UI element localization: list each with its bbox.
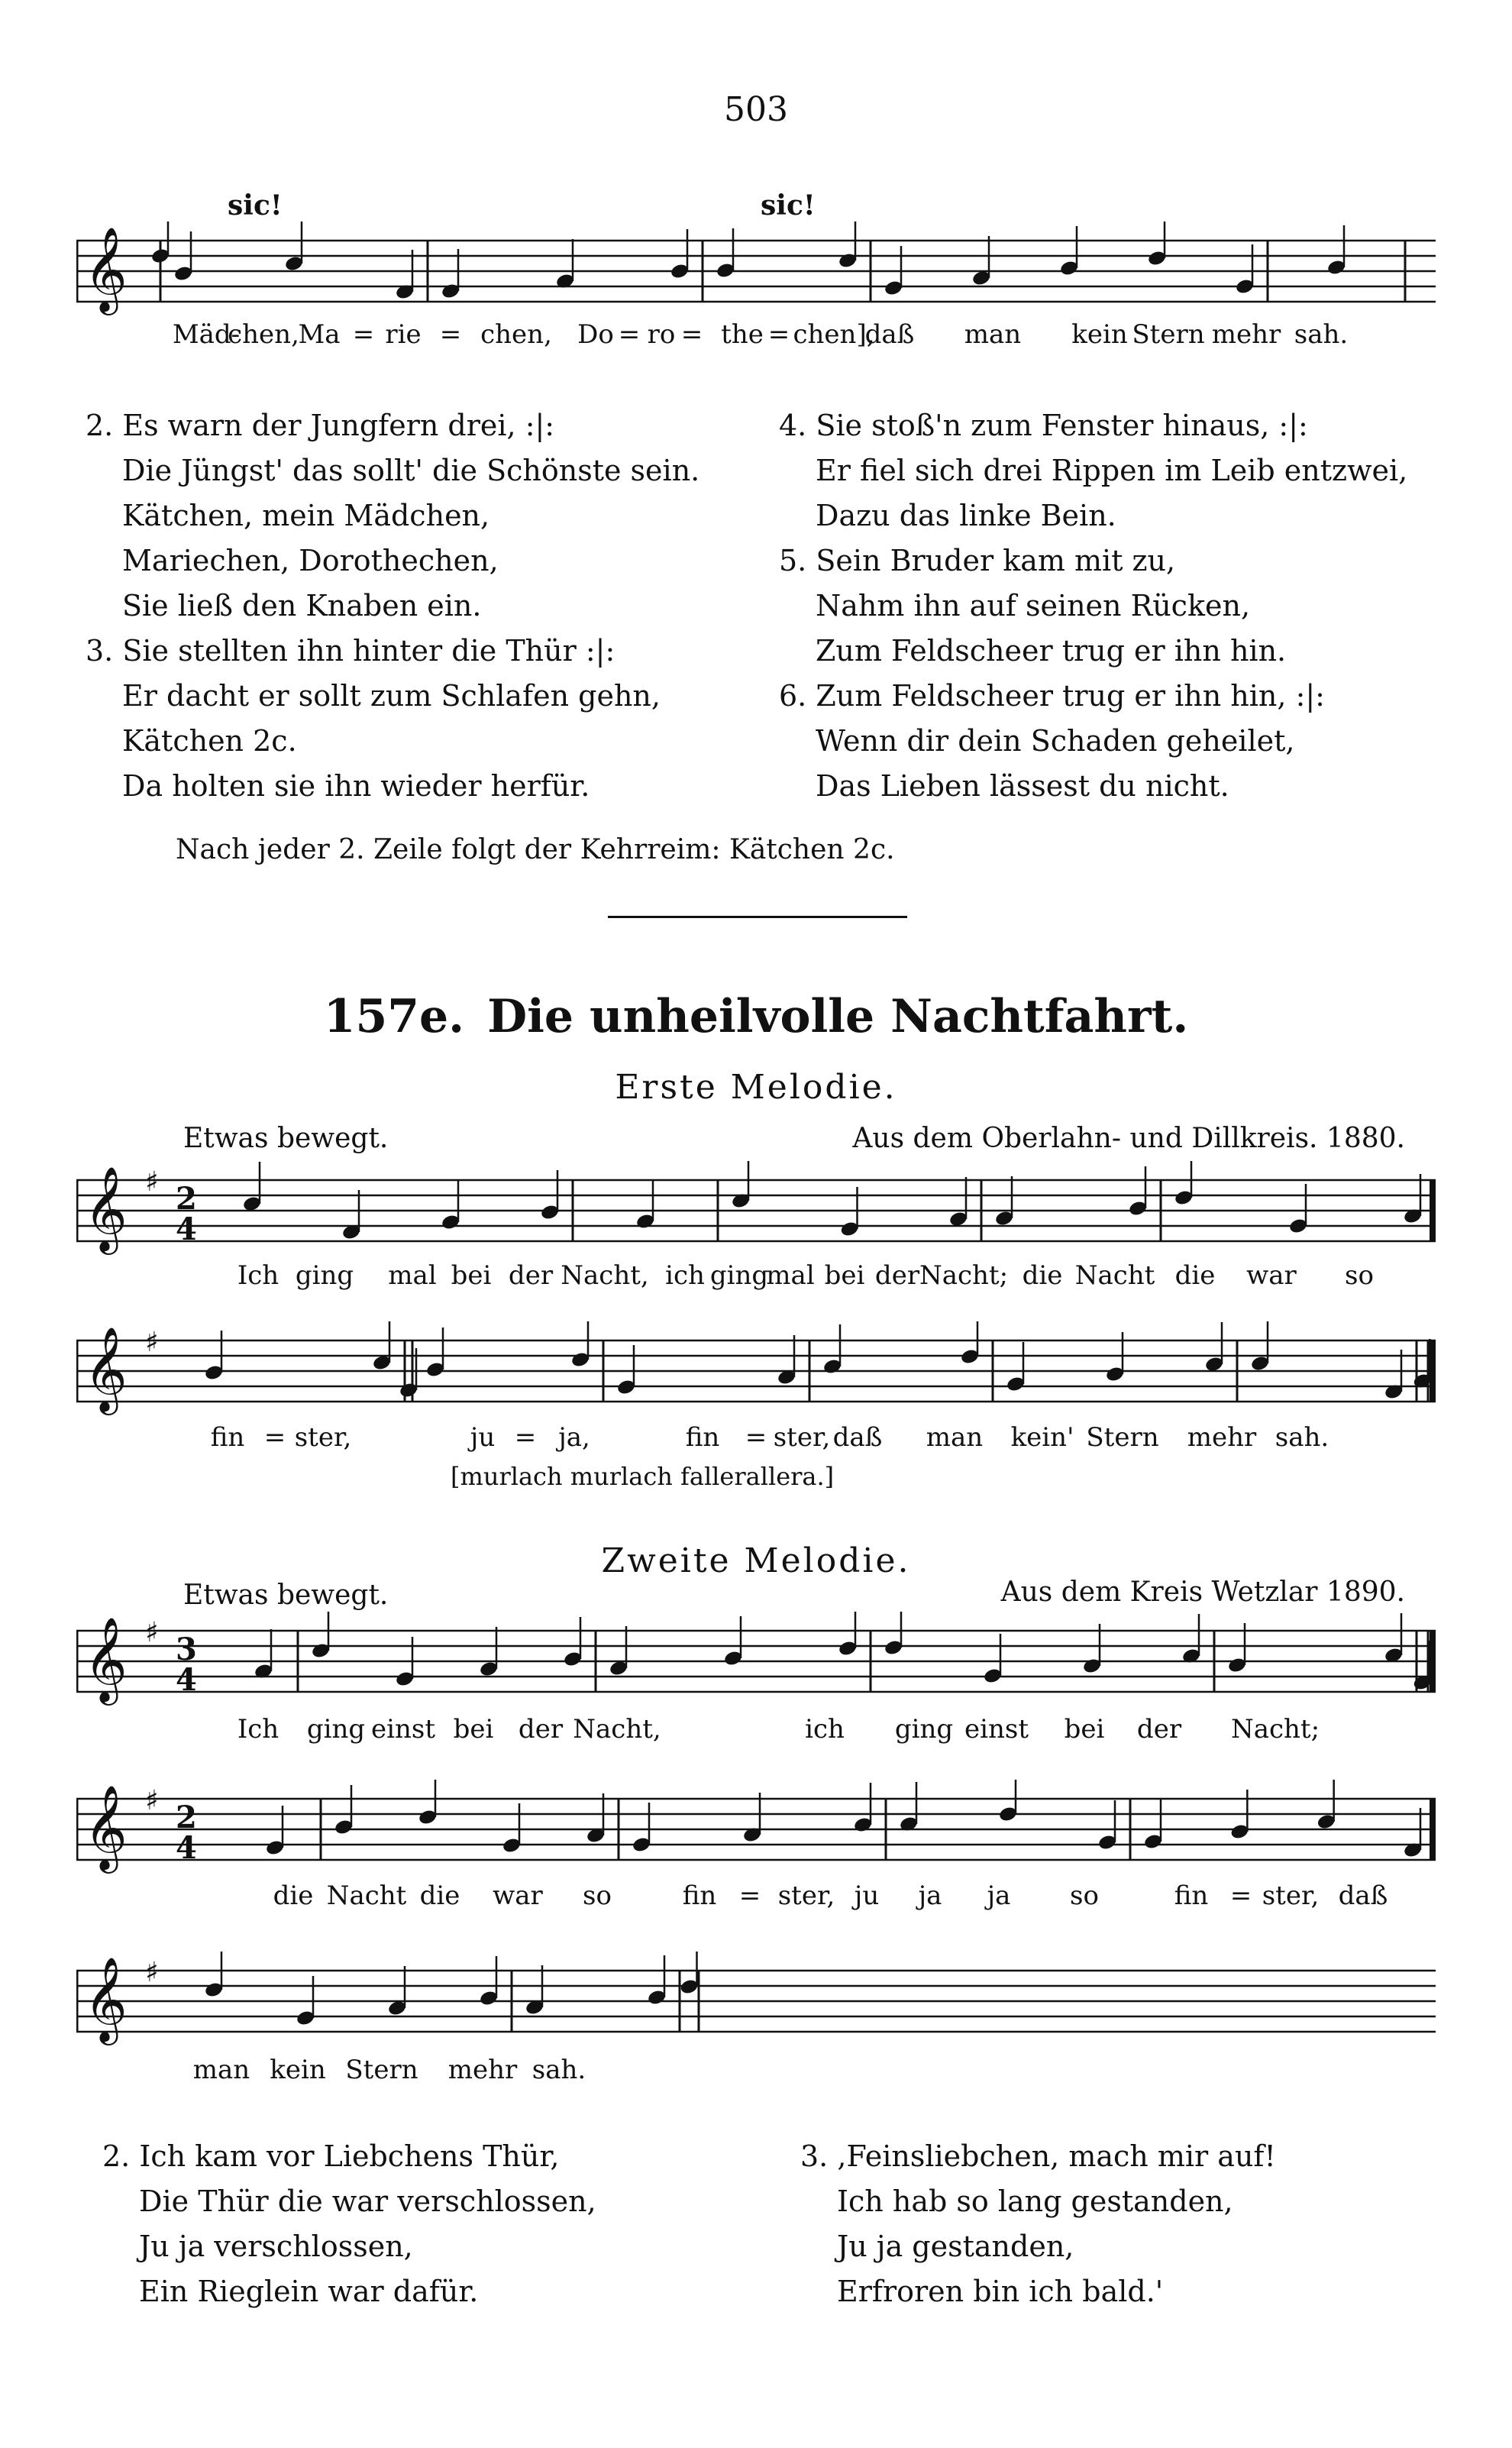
melody-2-origin: Aus dem Kreis Wetzlar 1890. xyxy=(1000,1576,1405,1608)
lyric-syllable: ja, xyxy=(558,1422,590,1453)
lyrics-alternate-bracket: [murlach murlach fallerallera.] xyxy=(451,1462,835,1491)
lyric-syllable: Ma xyxy=(298,319,341,350)
lyric-syllable: ja xyxy=(918,1880,942,1911)
treble-clef: 𝄞 xyxy=(84,1326,128,1412)
sic-mark-right: sic! xyxy=(761,189,816,222)
music-staff-m2-line1 xyxy=(76,1612,1436,1711)
key-sharp: ♯ xyxy=(145,1617,159,1648)
lyric-syllable: Stern xyxy=(345,2055,418,2085)
treble-clef: 𝄞 xyxy=(84,1784,128,1870)
lyric-syllable: war xyxy=(1246,1260,1297,1291)
lyric-syllable: man xyxy=(964,319,1022,350)
lyric-syllable: sah. xyxy=(1294,319,1349,350)
lyric-syllable: bei xyxy=(824,1260,865,1291)
verses-right-column xyxy=(779,403,1407,809)
verse-3-line-2: Er dacht er sollt zum Schlafen gehn, xyxy=(122,679,661,713)
time-signature-bottom: 4 xyxy=(176,1662,197,1698)
lyric-syllable: bei xyxy=(1064,1714,1105,1745)
lyric-syllable: mehr xyxy=(1211,319,1281,350)
refrain-note: Nach jeder 2. Zeile folgt der Kehrreim: Kätchen 2c. xyxy=(176,834,895,865)
melody-2-tempo: Etwas bewegt. xyxy=(183,1580,389,1611)
key-sharp: ♯ xyxy=(145,1166,159,1198)
verse-2b-column xyxy=(102,2134,596,2314)
lyric-syllable: fin xyxy=(210,1422,245,1453)
verse-5-line-2: Nahm ihn auf seinen Rücken, xyxy=(816,589,1251,623)
lyric-syllable: = xyxy=(767,319,790,350)
verse-3b-line-4: Erfroren bin ich bald.' xyxy=(837,2275,1164,2308)
music-staff-top xyxy=(76,222,1436,321)
lyric-syllable: = xyxy=(618,319,641,350)
lyric-syllable: Ich xyxy=(237,1714,279,1745)
time-signature-top: 2 xyxy=(176,1181,197,1217)
music-staff-m1-line1 xyxy=(76,1161,1436,1260)
lyrics-m2-line3 xyxy=(0,2055,1512,2091)
melody-2-heading: Zweite Melodie. xyxy=(601,1541,911,1580)
lyric-syllable: kein xyxy=(1071,319,1128,350)
lyric-syllable: ster, xyxy=(773,1422,831,1453)
verse-2-line-3: Kätchen, mein Mädchen, xyxy=(122,499,490,532)
lyric-syllable: Nacht xyxy=(326,1880,407,1911)
staff-svg xyxy=(76,1161,1436,1260)
lyric-syllable: bei xyxy=(451,1260,492,1291)
lyric-syllable: so xyxy=(583,1880,612,1911)
melody-1-tempo: Etwas bewegt. xyxy=(183,1123,389,1154)
page-number: 503 xyxy=(724,90,788,129)
lyric-syllable: die xyxy=(419,1880,460,1911)
verse-6-line-2: Wenn dir dein Schaden geheilet, xyxy=(816,724,1295,758)
lyric-syllable: Nacht; xyxy=(1230,1714,1320,1745)
sic-mark-left: sic! xyxy=(228,189,283,222)
song-number: 157e. xyxy=(323,990,465,1043)
treble-clef: 𝄞 xyxy=(84,1956,128,2042)
lyric-syllable: Mäd- xyxy=(172,319,241,350)
music-staff-m1-line2 xyxy=(76,1321,1436,1421)
verse-2-line-4: Mariechen, Dorothechen, xyxy=(122,544,499,577)
lyric-syllable: sah. xyxy=(1275,1422,1329,1453)
music-staff-m2-line2 xyxy=(76,1780,1436,1879)
song-title-text: Die unheilvolle Nachtfahrt. xyxy=(487,990,1189,1043)
lyric-syllable: ster, xyxy=(294,1422,352,1453)
lyric-syllable: fin xyxy=(685,1422,720,1453)
lyric-syllable: ster, xyxy=(1262,1880,1320,1911)
lyric-syllable: Stern xyxy=(1132,319,1205,350)
verse-2-line-1: 2. Es warn der Jungfern drei, :|: xyxy=(86,409,555,442)
lyric-syllable: mal xyxy=(766,1260,815,1291)
lyric-syllable: ging xyxy=(894,1714,954,1745)
lyric-syllable: the xyxy=(721,319,764,350)
song-title xyxy=(0,990,1512,1043)
time-signature-bottom: 4 xyxy=(176,1830,197,1866)
lyric-syllable: bei xyxy=(453,1714,494,1745)
lyric-syllable: war xyxy=(493,1880,543,1911)
verse-5-line-1: 5. Sein Bruder kam mit zu, xyxy=(779,544,1176,577)
staff-svg xyxy=(76,1612,1436,1711)
lyrics-m2-line2 xyxy=(0,1880,1512,1917)
lyric-syllable: = xyxy=(1229,1880,1252,1911)
lyric-syllable: mal xyxy=(388,1260,437,1291)
treble-clef: 𝄞 xyxy=(84,226,128,312)
lyric-syllable: = xyxy=(263,1422,286,1453)
lyric-syllable: ich xyxy=(805,1714,845,1745)
lyric-syllable: der xyxy=(508,1260,554,1291)
verse-4-line-1: 4. Sie stoß'n zum Fenster hinaus, :|: xyxy=(779,409,1308,442)
lyric-syllable: man xyxy=(192,2055,250,2085)
staff-svg xyxy=(76,1780,1436,1879)
lyric-syllable: so xyxy=(1070,1880,1099,1911)
lyrics-m2-line1 xyxy=(0,1714,1512,1751)
section-divider xyxy=(608,916,907,918)
lyric-syllable: die xyxy=(1022,1260,1063,1291)
verse-3b-line-3: Ju ja gestanden, xyxy=(837,2230,1074,2263)
lyric-syllable: sah. xyxy=(531,2055,586,2085)
verses-left-column xyxy=(86,403,699,809)
lyric-syllable: ju xyxy=(470,1422,496,1453)
lyric-syllable: so xyxy=(1345,1260,1374,1291)
lyric-syllable: = xyxy=(352,319,375,350)
lyrics-m1-line2 xyxy=(0,1422,1512,1459)
lyric-syllable: = xyxy=(745,1422,767,1453)
key-sharp: ♯ xyxy=(145,1785,159,1816)
lyric-syllable: einst xyxy=(370,1714,436,1745)
lyric-syllable: ju xyxy=(854,1880,880,1911)
key-sharp: ♯ xyxy=(145,1327,159,1358)
lyrics-top xyxy=(0,319,1512,356)
lyric-syllable: Nacht, xyxy=(573,1714,661,1745)
lyric-syllable: Nacht; xyxy=(919,1260,1009,1291)
lyric-syllable: = xyxy=(439,319,462,350)
key-sharp: ♯ xyxy=(145,1957,159,1988)
lyric-syllable: kein xyxy=(270,2055,326,2085)
lyric-syllable: Nacht, xyxy=(561,1260,649,1291)
lyric-syllable: Do xyxy=(577,319,614,350)
staff-svg xyxy=(76,1321,1436,1421)
lyric-syllable: Stern xyxy=(1086,1422,1159,1453)
verse-2b-line-3: Ju ja verschlossen, xyxy=(139,2230,413,2263)
lyric-syllable: rie xyxy=(385,319,422,350)
lyric-syllable: Nacht xyxy=(1074,1260,1155,1291)
lyrics-m1-line1 xyxy=(0,1260,1512,1297)
time-signature-top: 3 xyxy=(176,1631,197,1667)
verse-3b-column xyxy=(800,2134,1276,2314)
lyric-syllable: ich xyxy=(665,1260,705,1291)
verse-6-line-3: Das Lieben lässest du nicht. xyxy=(816,769,1229,803)
lyric-syllable: = xyxy=(738,1880,761,1911)
verse-2b-line-4: Ein Rieglein war dafür. xyxy=(139,2275,479,2308)
lyric-syllable: chen, xyxy=(480,319,552,350)
lyric-syllable: ging xyxy=(295,1260,354,1291)
lyric-syllable: = xyxy=(514,1422,537,1453)
lyric-syllable: mehr xyxy=(447,2055,518,2085)
lyric-syllable: die xyxy=(1174,1260,1216,1291)
lyric-syllable: der xyxy=(874,1260,920,1291)
lyric-syllable: ging xyxy=(709,1260,769,1291)
lyric-syllable: kein' xyxy=(1010,1422,1074,1453)
lyric-syllable: ro xyxy=(647,319,676,350)
lyric-syllable: der xyxy=(1136,1714,1182,1745)
verse-2b-line-2: Die Thür die war verschlossen, xyxy=(139,2184,596,2218)
lyric-syllable: fin xyxy=(682,1880,717,1911)
staff-svg xyxy=(76,1952,1436,2051)
lyric-syllable: Ich xyxy=(237,1260,279,1291)
lyric-syllable: daß xyxy=(832,1422,883,1453)
lyric-syllable: = xyxy=(680,319,703,350)
lyric-syllable: man xyxy=(926,1422,984,1453)
verse-6-line-1: 6. Zum Feldscheer trug er ihn hin, :|: xyxy=(779,679,1325,713)
lyric-syllable: die xyxy=(273,1880,314,1911)
lyric-syllable: fin xyxy=(1174,1880,1209,1911)
time-signature-top: 2 xyxy=(176,1800,197,1835)
lyric-syllable: einst xyxy=(964,1714,1029,1745)
treble-clef: 𝄞 xyxy=(84,1616,128,1702)
lyric-syllable: chen], xyxy=(793,319,875,350)
lyric-syllable: daß xyxy=(1338,1880,1388,1911)
verse-4-line-2: Er fiel sich drei Rippen im Leib entzwei, xyxy=(816,454,1408,487)
verse-3b-line-2: Ich hab so lang gestanden, xyxy=(837,2184,1233,2218)
lyric-syllable: mehr xyxy=(1187,1422,1257,1453)
verse-4-line-3: Dazu das linke Bein. xyxy=(816,499,1116,532)
music-staff-m2-line3 xyxy=(76,1952,1436,2051)
lyric-syllable: chen, xyxy=(228,319,299,350)
verse-3-line-3: Kätchen 2c. xyxy=(122,724,297,758)
time-signature-bottom: 4 xyxy=(176,1211,197,1247)
verse-3-line-1: 3. Sie stellten ihn hinter die Thür :|: xyxy=(86,634,615,668)
lyric-syllable: daß xyxy=(864,319,915,350)
verse-3b-line-1: 3. ,Feinsliebchen, mach mir auf! xyxy=(800,2139,1276,2173)
treble-clef: 𝄞 xyxy=(84,1166,128,1251)
lyric-syllable: ging xyxy=(306,1714,366,1745)
verse-2-line-2: Die Jüngst' das sollt' die Schönste sein. xyxy=(122,454,700,487)
staff-svg xyxy=(76,222,1436,321)
verse-5-line-3: Zum Feldscheer trug er ihn hin. xyxy=(816,634,1287,668)
verse-2b-line-1: 2. Ich kam vor Liebchens Thür, xyxy=(102,2139,560,2173)
lyric-syllable: ster, xyxy=(777,1880,835,1911)
verse-2-line-5: Sie ließ den Knaben ein. xyxy=(122,589,482,623)
lyric-syllable: der xyxy=(518,1714,564,1745)
melody-1-heading: Erste Melodie. xyxy=(615,1068,897,1107)
verse-3-line-4: Da holten sie ihn wieder herfür. xyxy=(122,769,590,803)
lyric-syllable: ja xyxy=(987,1880,1011,1911)
melody-1-origin: Aus dem Oberlahn- und Dillkreis. 1880. xyxy=(852,1123,1405,1154)
